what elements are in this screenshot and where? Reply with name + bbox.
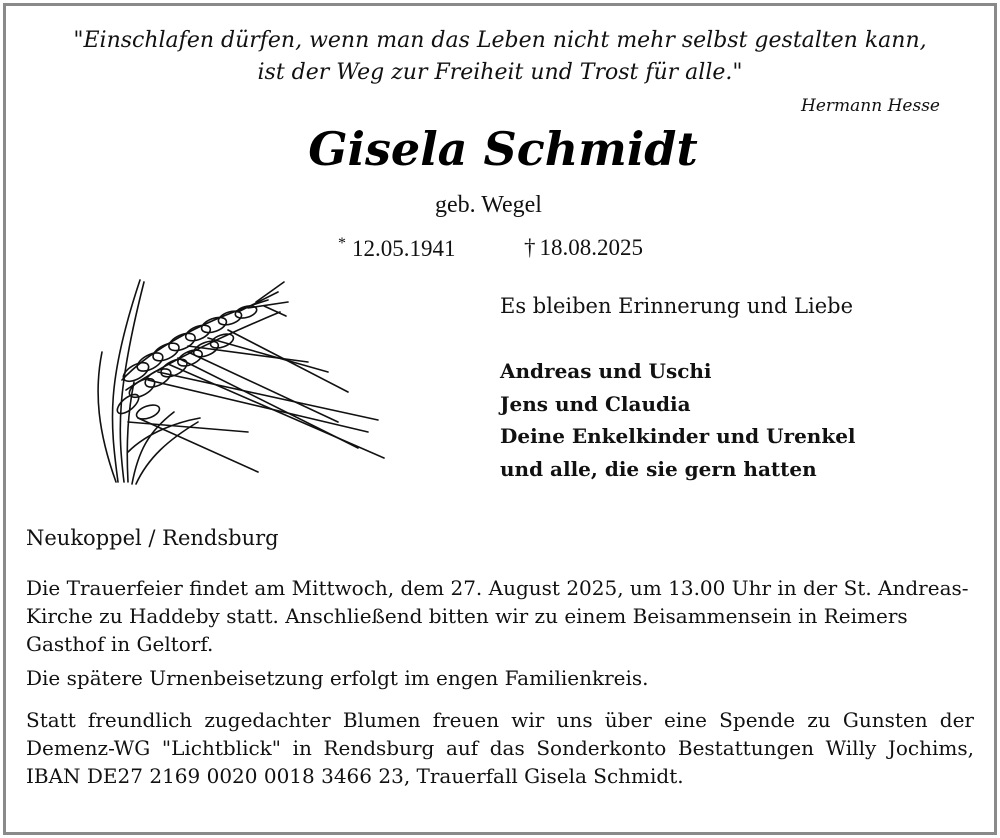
- mourner-item: Andreas und Uschi: [500, 359, 712, 383]
- donation-paragraph: Statt freundlich zugedachter Blumen freuen wir uns über eine Spende zu Gunsten der Demenz-WG "Lichtblick" in Rendsburg auf das Sonderkonto Bestattungen Willy Jochims, IBAN DE27 2169 0020 0018 3466 23, Trauerfall Gisela Schmidt.: [26, 708, 974, 788]
- quote-author: Hermann Hesse: [801, 96, 940, 116]
- wheat-ear-icon: [88, 272, 390, 492]
- birth-date: 12.05.1941: [352, 236, 456, 261]
- death-date-line: [524, 235, 643, 261]
- deceased-name: Gisela Schmidt: [308, 122, 698, 176]
- quote-line-2: ist der Weg zur Freiheit und Trost für alle.": [257, 60, 743, 85]
- mourner-item: und alle, die sie gern hatten: [500, 456, 817, 481]
- mourners-list: [500, 355, 856, 485]
- birth-star-symbol: *: [338, 235, 346, 252]
- mourner-item: Deine Enkelkinder und Urenkel: [500, 424, 856, 448]
- birth-date-line: [338, 235, 456, 262]
- memory-line: Es bleiben Erinnerung und Liebe: [500, 294, 854, 318]
- birth-name: geb. Wegel: [435, 192, 542, 218]
- mourner-item: Jens und Claudia: [500, 391, 691, 416]
- ceremony-paragraph: Die Trauerfeier findet am Mittwoch, dem 27. August 2025, um 13.00 Uhr in der St. Andreas-Kirche zu Haddeby statt. Anschließend bitten wir zu einem Beisammensein in Reimers Gasthof in Geltorf.: [26, 576, 969, 656]
- burial-paragraph: Die spätere Urnenbeisetzung erfolgt im engen Familienkreis.: [26, 666, 649, 690]
- place-line: Neukoppel / Rendsburg: [26, 526, 279, 550]
- death-date: 18.08.2025: [539, 235, 643, 260]
- death-cross-symbol: †: [524, 235, 536, 260]
- quote-line-1: "Einschlafen dürfen, wenn man das Leben nicht mehr selbst gestalten kann,: [73, 28, 927, 53]
